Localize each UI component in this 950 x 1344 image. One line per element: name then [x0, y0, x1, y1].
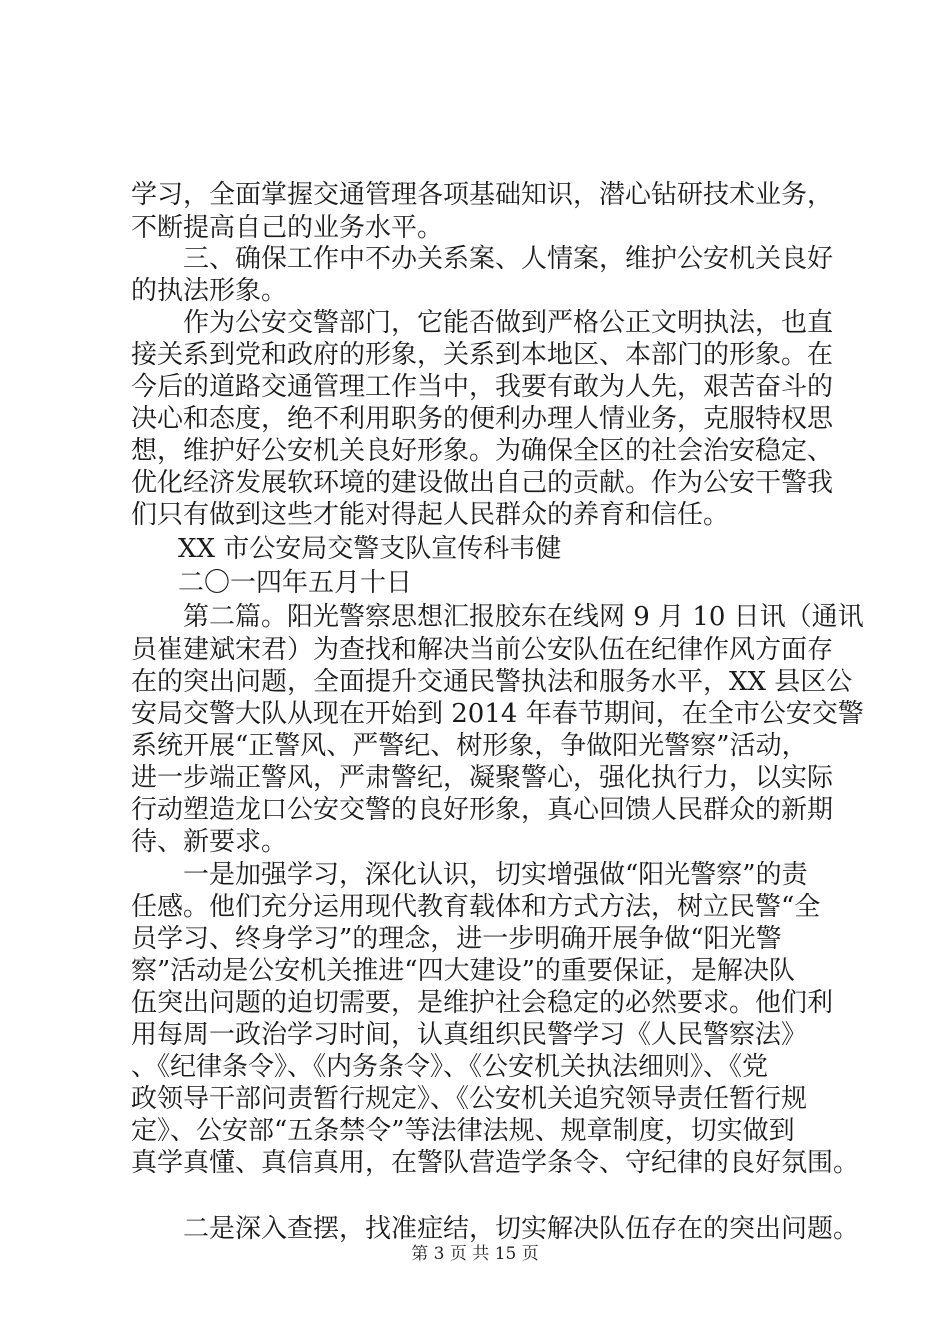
text-line: 的执法形象。	[131, 276, 288, 306]
text-line: 行动塑造龙口公安交警的良好形象，真心回馈人民群众的新期	[131, 795, 834, 825]
text-line: 用每周一政治学习时间，认真组织民警学习《人民警察法》	[131, 1020, 808, 1050]
text-line: 想，维护好公安机关良好形象。为确保全区的社会治安稳定、	[131, 436, 834, 466]
page-footer: 第 3 页 共 15 页	[411, 1244, 539, 1264]
text-line: 二是深入查摆，找准症结，切实解决队伍存在的突出问题。	[183, 1214, 860, 1244]
text-line: 政领导干部问责暂行规定》、《公安机关追究领导责任暂行规	[131, 1084, 808, 1114]
text-line: 三、确保工作中不办关系案、人情案，维护公安机关良好	[183, 244, 834, 274]
text-line: 在的突出问题，全面提升交通民警执法和服务水平，XX 县区公	[131, 667, 853, 697]
text-line: 不断提高自己的业务水平。	[131, 213, 444, 243]
text-line: 第二篇。阳光警察思想汇报胶东在线网 9 月 10 日讯（通讯	[183, 602, 864, 632]
text-line: 学习，全面掌握交通管理各项基础知识，潜心钻研技术业务，	[131, 180, 834, 210]
text-line: 真学真懂、真信真用，在警队营造学条令、守纪律的良好氛围。	[131, 1148, 860, 1178]
date-line: 二〇一四年五月十日	[178, 568, 413, 598]
text-line: 任感。他们充分运用现代教育载体和方式方法，树立民警“全	[131, 892, 821, 922]
text-line: 优化经济发展软环境的建设做出自己的贡献。作为公安干警我	[131, 468, 834, 498]
text-line: 们只有做到这些才能对得起人民群众的养育和信任。	[131, 500, 730, 530]
text-line: 、《纪律条令》、《内务条令》、《公安机关执法细则》、《党	[131, 1052, 769, 1082]
text-line: 系统开展“正警风、严警纪、树形象，争做阳光警察”活动，	[131, 731, 808, 761]
text-line: 待、新要求。	[131, 827, 288, 857]
signature-line: XX 市公安局交警支队宣传科韦健	[178, 534, 562, 564]
text-line: 决心和态度，绝不利用职务的便利办理人情业务，克服特权思	[131, 404, 834, 434]
text-line: 察”活动是公安机关推进“四大建设”的重要保证，是解决队	[131, 956, 795, 986]
text-line: 员崔建斌宋君）为查找和解决当前公安队伍在纪律作风方面存	[131, 635, 834, 665]
text-line: 伍突出问题的迫切需要，是维护社会稳定的必然要求。他们利	[131, 988, 834, 1018]
text-line: 定》、公安部“五条禁令”等法律法规、规章制度，切实做到	[131, 1116, 795, 1146]
text-line: 安局交警大队从现在开始到 2014 年春节期间，在全市公安交警	[131, 699, 864, 729]
text-line: 员学习、终身学习”的理念，进一步明确开展争做“阳光警	[131, 924, 782, 954]
text-line: 一是加强学习，深化认识，切实增强做“阳光警察”的责	[183, 860, 808, 890]
text-line: 作为公安交警部门，它能否做到严格公正文明执法，也直	[183, 308, 834, 338]
text-line: 今后的道路交通管理工作当中，我要有敢为人先，艰苦奋斗的	[131, 372, 834, 402]
text-line: 接关系到党和政府的形象，关系到本地区、本部门的形象。在	[131, 340, 834, 370]
text-line: 进一步端正警风，严肃警纪，凝聚警心，强化执行力，以实际	[131, 763, 834, 793]
